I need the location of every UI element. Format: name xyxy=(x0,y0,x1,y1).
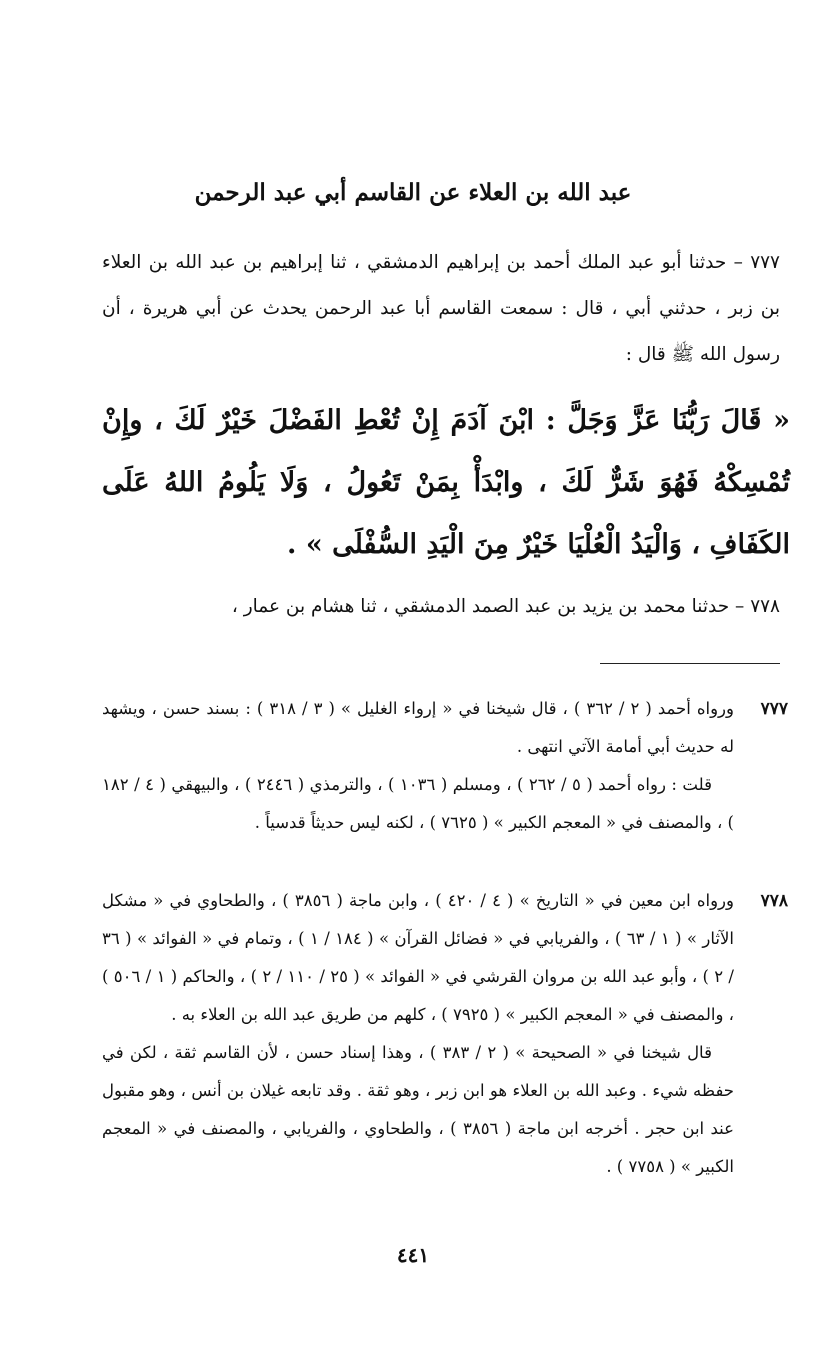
footnote-778 xyxy=(102,882,788,1186)
footnote-paragraph: ورواه أحمد ( ٢ / ٣٦٢ ) ، قال شيخنا في « إرواء الغليل » ( ٣ / ٣١٨ ) : بسند حسن ، ويشهد له حديث أبي أمامة الآتي انتهى . xyxy=(102,699,734,756)
footnote-paragraph: ورواه ابن معين في « التاريخ » ( ٤ / ٤٢٠ ) ، وابن ماجة ( ٣٨٥٦ ) ، والطحاوي في « مشكل الآثار » ( ١ / ٦٣ ) ، والفريابي في « فضائل القرآن » ( ١٨٤ / ١ ) ، وتمام في « الفوائد » ( ٣٦ / ٢ ) ، وأبو عبد الله بن مروان القرشي في « الفوائد » ( ٢٥ / ١١٠ / ٢ ) ، والحاكم ( ١ / ٥٠٦ ) ، والمصنف في « المعجم الكبير » ( ٧٩٢٥ ) ، كلهم من طريق عبد الله بن العلاء به . xyxy=(102,891,734,1024)
hadith-777-isnad: ٧٧٧ – حدثنا أبو عبد الملك أحمد بن إبراهيم الدمشقي ، ثنا إبراهيم بن عبد الله بن العلاء بن زبر ، حدثني أبي ، قال : سمعت القاسم أبا عبد الرحمن يحدث عن أبي هريرة ، أن رسول الله ﷺ قال : xyxy=(102,252,780,365)
footnote-777 xyxy=(102,690,788,842)
page-number: ٤٤١ xyxy=(396,1243,430,1267)
footnote-number: ٧٧٨ xyxy=(760,891,788,911)
footnote-paragraph: قلت : رواه أحمد ( ٥ / ٢٦٢ ) ، ومسلم ( ١٠٣٦ ) ، والترمذي ( ٢٤٤٦ ) ، والبيهقي ( ٤ / ١٨٢ ) ، والمصنف في « المعجم الكبير » ( ٧٦٢٥ ) ، لكنه ليس حديثاً قدسياً . xyxy=(102,775,734,832)
footnote-divider xyxy=(600,663,780,664)
hadith-777-matn: « قَالَ رَبُّنَا عَزَّ وَجَلَّ : ابْنَ آدَمَ إِنْ تُعْطِ الفَضْلَ خَيْرٌ لَكَ ، وإِنْ تُمْسِكْهُ فَهُوَ شَرٌّ لَكَ ، وابْدَأْ بِمَنْ تَعُولُ ، وَلَا يَلُومُ اللهُ عَلَى الكَفَافِ ، وَالْيَدُ الْعُلْيَا خَيْرٌ مِنَ الْيَدِ السُّفْلَى » . xyxy=(102,405,790,560)
chapter-title: عبد الله بن العلاء عن القاسم أبي عبد الرحمن xyxy=(194,179,632,206)
hadith-778-isnad: ٧٧٨ – حدثنا محمد بن يزيد بن عبد الصمد الدمشقي ، ثنا هشام بن عمار ، xyxy=(231,596,780,617)
footnote-paragraph: قال شيخنا في « الصحيحة » ( ٢ / ٣٨٣ ) ، وهذا إسناد حسن ، لأن القاسم ثقة ، لكن في حفظه شيء . وعبد الله بن العلاء هو ابن زبر ، وهو ثقة . وقد تابعه غيلان بن أنس ، وهو مقبول عند ابن حجر . أخرجه ابن ماجة ( ٣٨٥٦ ) ، والطحاوي ، والفريابي ، والمصنف في « المعجم الكبير » ( ٧٧٥٨ ) . xyxy=(102,1043,734,1176)
footnote-number: ٧٧٧ xyxy=(760,699,788,719)
